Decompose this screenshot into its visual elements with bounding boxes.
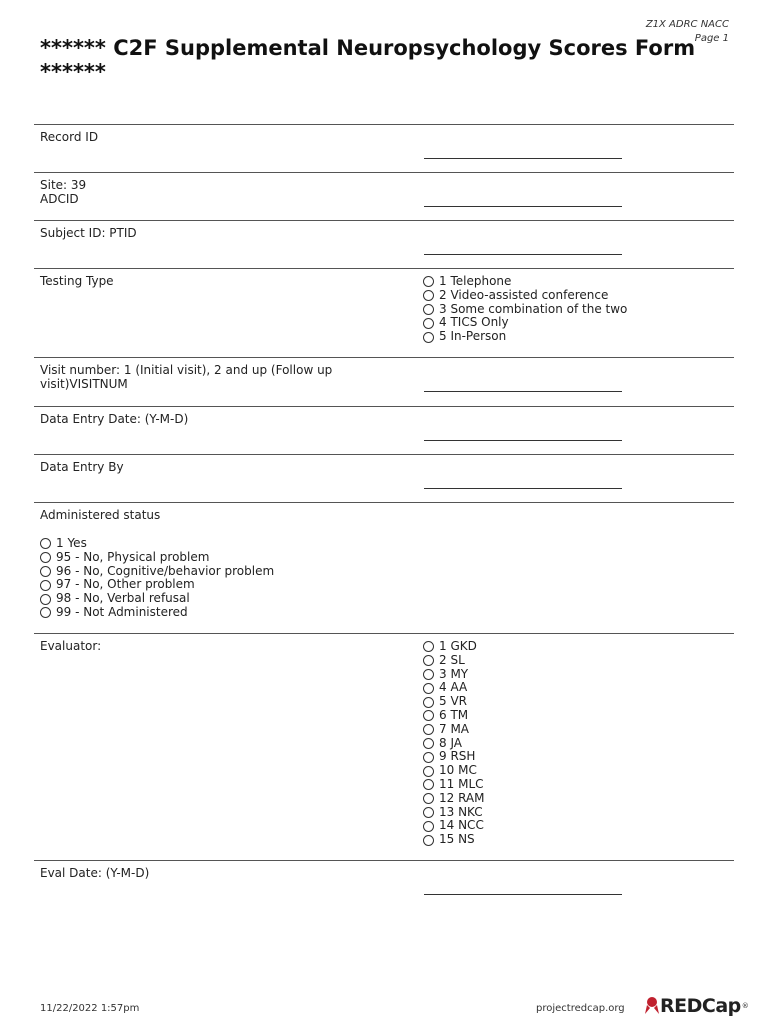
field-subject-id [34, 220, 734, 268]
field-data-entry-date [34, 406, 734, 454]
radio-circle-icon[interactable] [423, 641, 434, 652]
option-label: 97 - No, Other problem [56, 577, 195, 592]
visitnum-label: visit)VISITNUM [40, 376, 128, 391]
option-label: 3 MY [439, 666, 469, 681]
visit-number-label: Visit number: 1 (Initial visit), 2 and up (Follow up [40, 363, 333, 377]
radio-option[interactable] [423, 806, 485, 820]
option-label: 5 In-Person [439, 329, 507, 344]
radio-option[interactable] [423, 330, 627, 344]
radio-option[interactable] [423, 303, 627, 317]
radio-circle-icon[interactable] [40, 580, 51, 591]
radio-circle-icon[interactable] [423, 835, 434, 846]
radio-circle-icon[interactable] [423, 669, 434, 680]
radio-option[interactable] [423, 275, 627, 289]
radio-circle-icon[interactable] [423, 752, 434, 763]
footer-timestamp: 11/22/2022 1:57pm [40, 1003, 140, 1014]
subject-id-input-line[interactable] [424, 254, 622, 255]
radio-option[interactable] [40, 592, 274, 606]
radio-circle-icon[interactable] [423, 332, 434, 343]
field-label: Testing Type [40, 274, 114, 288]
field-data-entry-by [34, 454, 734, 502]
radio-option[interactable] [40, 565, 274, 579]
radio-option[interactable] [423, 778, 485, 792]
field-label: Subject ID: PTID [40, 226, 137, 240]
option-label: 8 JA [439, 735, 462, 750]
radio-option[interactable] [423, 709, 485, 723]
redcap-logo [644, 995, 749, 1017]
field-label: Administered status [40, 508, 161, 522]
field-record-id [34, 124, 734, 172]
option-label: 5 VR [439, 694, 467, 709]
radio-circle-icon[interactable] [423, 304, 434, 315]
option-label: 12 RAM [439, 790, 485, 805]
field-visit-number [34, 357, 734, 406]
field-eval-date [34, 860, 734, 908]
radio-option[interactable] [423, 640, 485, 654]
visit-number-input-line[interactable] [424, 391, 622, 392]
radio-option[interactable] [40, 606, 274, 620]
radio-circle-icon[interactable] [423, 724, 434, 735]
radio-circle-icon[interactable] [423, 779, 434, 790]
radio-circle-icon[interactable] [423, 807, 434, 818]
testing-type-options [423, 275, 627, 344]
radio-option[interactable] [423, 750, 485, 764]
option-label: 99 - Not Administered [56, 604, 188, 619]
radio-circle-icon[interactable] [423, 318, 434, 329]
org-label: Z1X ADRC NACC [645, 19, 729, 30]
radio-option[interactable] [423, 695, 485, 709]
option-label: 7 MA [439, 721, 470, 736]
radio-option[interactable] [423, 681, 485, 695]
footer-site-link[interactable]: projectredcap.org [536, 1003, 625, 1014]
option-label: 2 SL [439, 652, 465, 667]
option-label: 4 AA [439, 680, 468, 695]
radio-circle-icon[interactable] [423, 697, 434, 708]
option-label: 9 RSH [439, 749, 476, 764]
radio-circle-icon[interactable] [423, 793, 434, 804]
radio-option[interactable] [40, 578, 274, 592]
radio-circle-icon[interactable] [40, 552, 51, 563]
radio-circle-icon[interactable] [423, 655, 434, 666]
field-label: Data Entry Date: (Y-M-D) [40, 412, 189, 426]
site-label: Site: 39 [40, 178, 87, 192]
radio-option[interactable] [423, 737, 485, 751]
field-testing-type [34, 268, 734, 357]
data-entry-date-input-line[interactable] [424, 440, 622, 441]
radio-circle-icon[interactable] [423, 766, 434, 777]
option-label: 4 TICS Only [439, 315, 509, 330]
field-evaluator [34, 633, 734, 860]
registered-mark: ® [741, 1002, 749, 1010]
option-label: 10 MC [439, 763, 477, 778]
field-label: Evaluator: [40, 639, 102, 653]
option-label: 98 - No, Verbal refusal [56, 591, 190, 606]
radio-option[interactable] [40, 551, 274, 565]
radio-circle-icon[interactable] [40, 538, 51, 549]
redcap-logo-icon [644, 996, 660, 1016]
eval-date-input-line[interactable] [424, 894, 622, 895]
option-label: 11 MLC [439, 776, 484, 791]
option-label: 1 Telephone [439, 274, 512, 288]
site-input-line[interactable] [424, 206, 622, 207]
radio-circle-icon[interactable] [423, 683, 434, 694]
radio-circle-icon[interactable] [423, 710, 434, 721]
form-title: ****** C2F Supplemental Neuropsychology Scores Form ****** [40, 36, 696, 84]
radio-option[interactable] [423, 654, 485, 668]
radio-circle-icon[interactable] [40, 566, 51, 577]
option-label: 14 NCC [439, 818, 484, 833]
option-label: 95 - No, Physical problem [56, 549, 210, 564]
field-label: Eval Date: (Y-M-D) [40, 866, 150, 880]
option-label: 1 GKD [439, 639, 477, 653]
radio-circle-icon[interactable] [40, 594, 51, 605]
field-administered-status [34, 502, 734, 633]
option-label: 3 Some combination of the two [439, 301, 628, 316]
radio-option[interactable] [423, 289, 627, 303]
option-label: 2 Video-assisted conference [439, 287, 609, 302]
logo-text: REDCap [660, 995, 741, 1017]
field-label: Data Entry By [40, 460, 124, 474]
radio-option[interactable] [423, 833, 485, 847]
record-id-input-line[interactable] [424, 158, 622, 159]
adcid-label: ADCID [40, 191, 79, 206]
radio-circle-icon[interactable] [40, 607, 51, 618]
administered-status-options [40, 537, 274, 620]
form-fields [34, 124, 734, 908]
field-label [40, 364, 360, 392]
radio-circle-icon[interactable] [423, 276, 434, 287]
page-number: Page 1 [694, 33, 729, 44]
radio-option[interactable] [423, 792, 485, 806]
option-label: 13 NKC [439, 804, 483, 819]
field-site [34, 172, 734, 220]
radio-circle-icon[interactable] [423, 290, 434, 301]
option-label: 1 Yes [56, 536, 87, 550]
evaluator-options [423, 640, 485, 847]
field-label: Record ID [40, 130, 99, 144]
radio-option[interactable] [40, 537, 274, 551]
radio-option[interactable] [423, 819, 485, 833]
radio-option[interactable] [423, 316, 627, 330]
radio-circle-icon[interactable] [423, 821, 434, 832]
radio-option[interactable] [423, 764, 485, 778]
option-label: 96 - No, Cognitive/behavior problem [56, 563, 275, 578]
option-label: 6 TM [439, 707, 469, 722]
option-label: 15 NS [439, 832, 475, 847]
field-label [40, 179, 340, 207]
radio-circle-icon[interactable] [423, 738, 434, 749]
radio-option[interactable] [423, 668, 485, 682]
radio-option[interactable] [423, 723, 485, 737]
data-entry-by-input-line[interactable] [424, 488, 622, 489]
